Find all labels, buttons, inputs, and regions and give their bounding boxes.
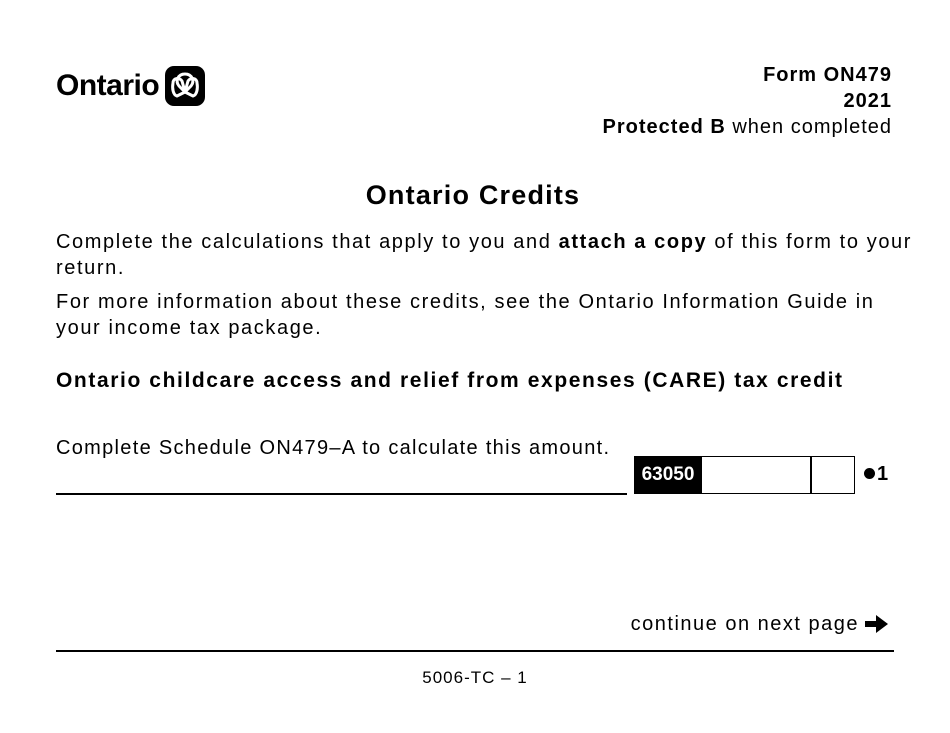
line-number-value: 1: [877, 463, 889, 485]
intro-text-start: Complete the calculations that apply to you and: [56, 231, 559, 253]
protected-suffix: when completed: [725, 116, 892, 138]
arrow-right-icon: [862, 612, 890, 636]
continue-label: continue on next page: [630, 612, 859, 635]
trillium-icon: [165, 66, 205, 106]
bullet-icon: [864, 468, 875, 479]
care-amount-cents-field[interactable]: [811, 456, 855, 494]
intro-text-end: of this form to your return.: [56, 231, 913, 279]
logo-wordmark: Ontario: [56, 69, 160, 102]
page-title: Ontario Credits: [365, 180, 581, 210]
form-number: Form ON479: [763, 64, 892, 86]
line-code-63050: 63050: [634, 456, 702, 494]
instruction-underline: [56, 493, 627, 495]
intro-paragraph-1: [56, 229, 916, 281]
intro-paragraph-2: For more information about these credits, see the Ontario Information Guide in your income tax package.: [56, 291, 875, 339]
footer-divider: [56, 650, 894, 652]
protected-label: Protected B: [602, 116, 726, 138]
page-footer: 5006-TC – 1: [422, 668, 528, 687]
care-amount-dollars-field[interactable]: [702, 456, 811, 494]
line-number: [864, 460, 888, 488]
care-section-heading: Ontario childcare access and relief from expenses (CARE) tax credit: [56, 369, 844, 392]
protected-status: [603, 117, 892, 137]
care-instruction: Complete Schedule ON479–A to calculate this amount.: [56, 437, 611, 459]
ontario-logo: [56, 66, 205, 106]
form-year: 2021: [843, 90, 892, 112]
intro-emphasis: attach a copy: [558, 231, 708, 253]
continue-next-page: [631, 612, 890, 636]
